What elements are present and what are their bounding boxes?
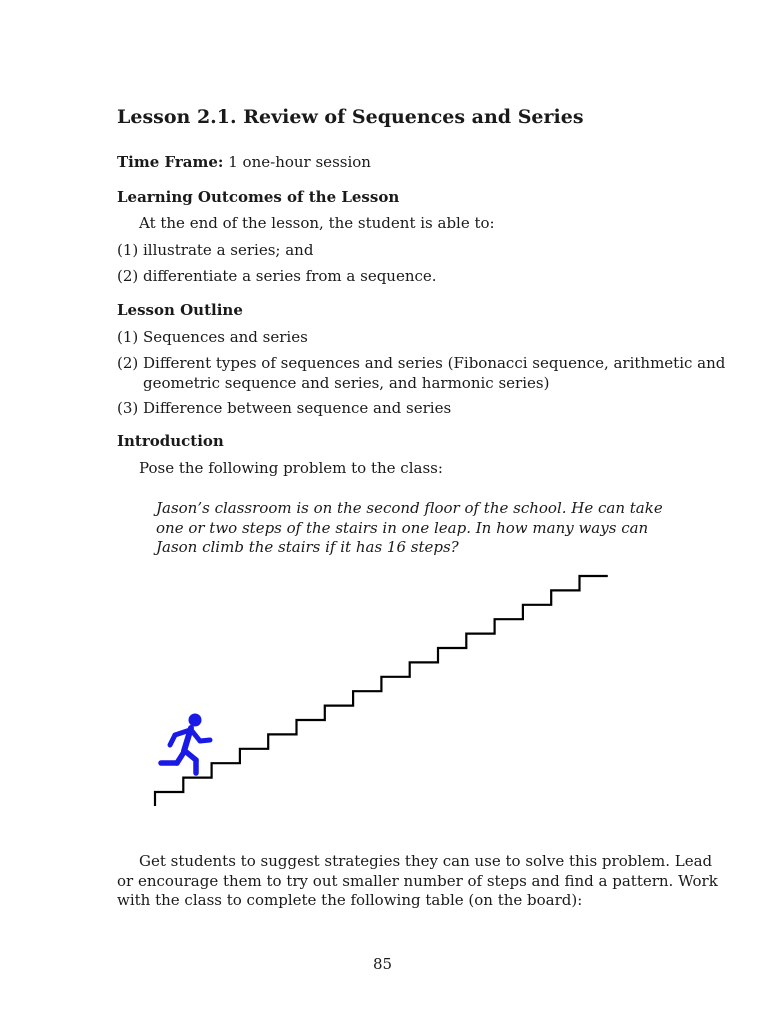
time-frame-label: Time Frame:	[117, 153, 224, 171]
learning-outcomes-heading: Learning Outcomes of the Lesson	[117, 188, 400, 206]
learning-outcomes-intro: At the end of the lesson, the student is able to:	[139, 214, 495, 232]
running-person-icon	[161, 714, 210, 774]
item-text: Difference between sequence and series	[143, 399, 452, 417]
lesson-title: Lesson 2.1. Review of Sequences and Series	[117, 106, 584, 128]
item-text: Different types of sequences and series (Fibonacci sequence, arithmetic and	[143, 354, 726, 372]
time-frame-value: 1 one-hour session	[228, 153, 371, 171]
item-number: (3)	[117, 399, 139, 417]
introduction-heading: Introduction	[117, 432, 224, 450]
item-number: (1)	[117, 328, 139, 346]
staircase	[155, 576, 608, 806]
item-number: (1)	[117, 241, 139, 259]
closing-paragraph-line: Get students to suggest strategies they can use to solve this problem. Lead	[139, 852, 713, 870]
introduction-prompt: Pose the following problem to the class:	[139, 459, 443, 477]
problem-line: Jason climb the stairs if it has 16 steps?	[156, 538, 459, 556]
problem-line: one or two steps of the stairs in one leap. In how many ways can	[156, 519, 649, 537]
lesson-outline-heading: Lesson Outline	[117, 301, 243, 319]
item-number: (2)	[117, 267, 139, 285]
item-number: (2)	[117, 354, 139, 372]
item-text: differentiate a series from a sequence.	[143, 267, 437, 285]
item-text: Sequences and series	[143, 328, 308, 346]
page-number: 85	[373, 955, 393, 973]
closing-paragraph-line: with the class to complete the following table (on the board):	[117, 891, 583, 909]
item-text: illustrate a series; and	[143, 241, 314, 259]
problem-line: Jason’s classroom is on the second floor of the school. He can take	[156, 499, 663, 517]
outline-item-continuation: geometric sequence and series, and harmonic series)	[143, 374, 550, 392]
closing-paragraph-line: or encourage them to try out smaller number of steps and find a pattern. Work	[117, 872, 718, 890]
